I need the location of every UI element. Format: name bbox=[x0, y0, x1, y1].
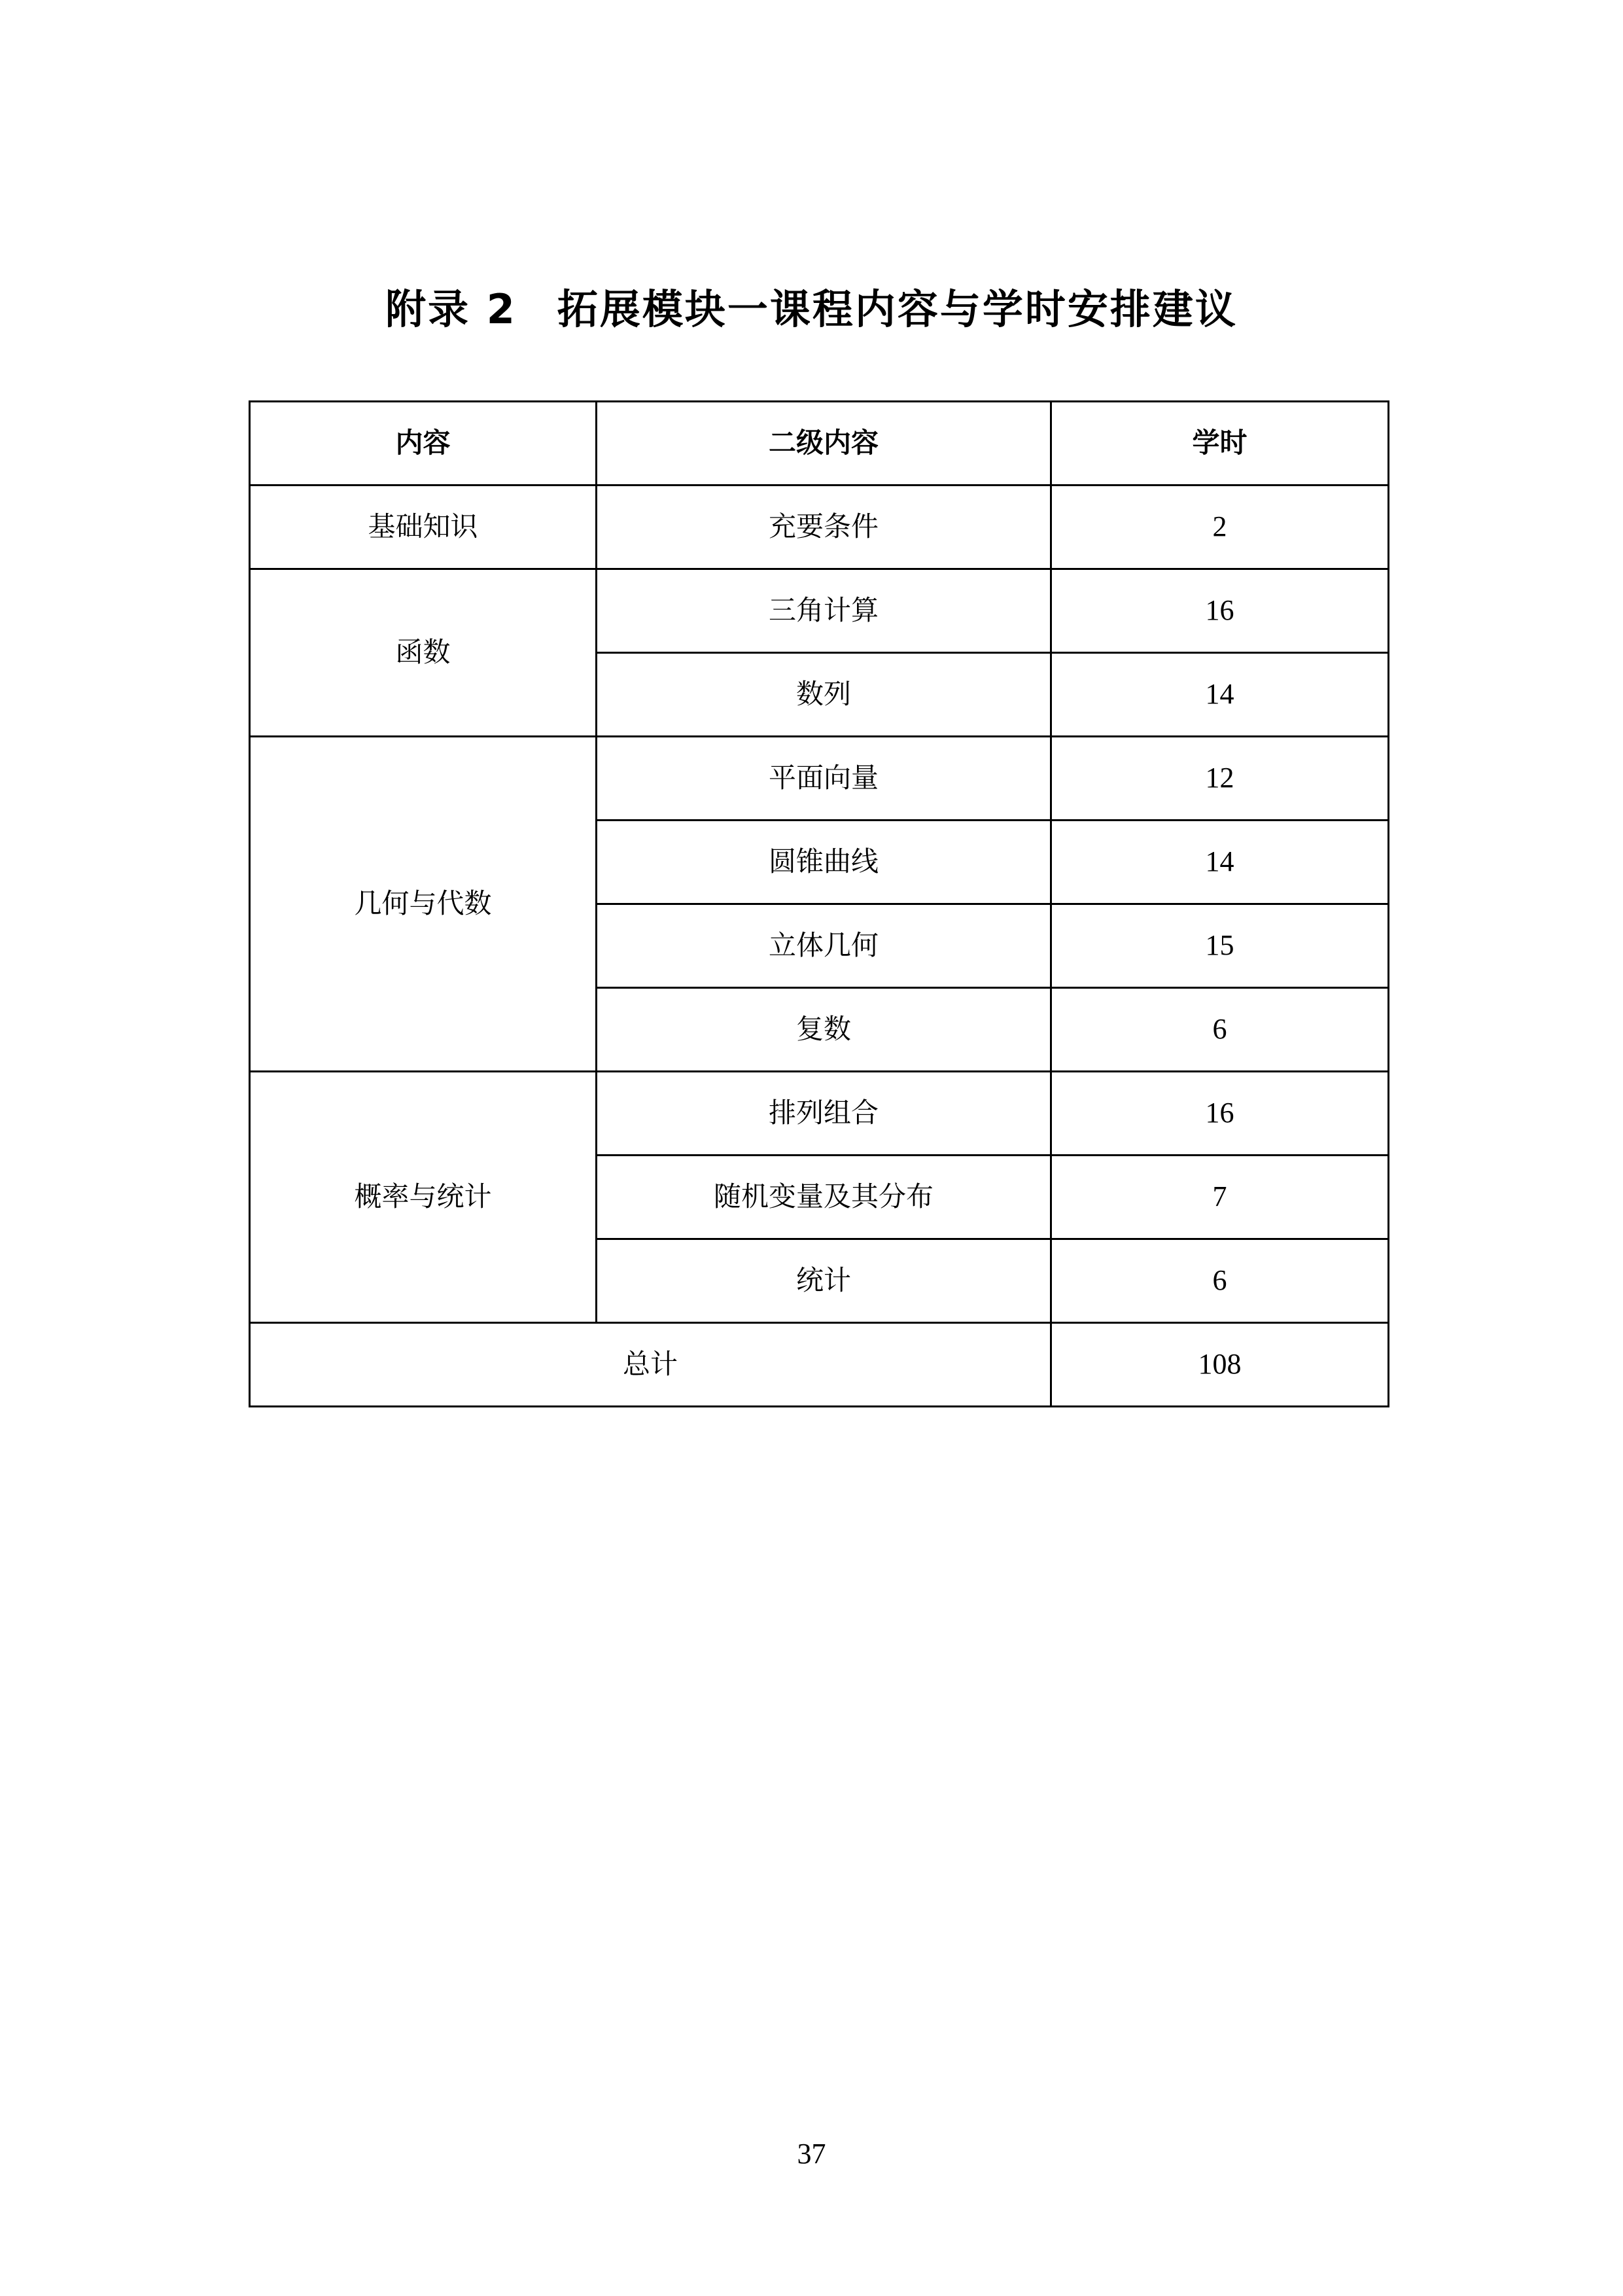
appendix-title: 拓展模块一课程内容与学时安排建议 bbox=[557, 285, 1238, 333]
page-title bbox=[0, 274, 1623, 345]
hours-cell: 14 bbox=[1051, 821, 1389, 904]
hours-cell: 6 bbox=[1051, 1239, 1389, 1323]
total-row bbox=[250, 1323, 1389, 1407]
table-row bbox=[250, 1072, 1389, 1156]
hours-cell: 16 bbox=[1051, 569, 1389, 653]
group-functions: 函数 bbox=[250, 569, 597, 737]
table-header-row bbox=[250, 402, 1389, 486]
total-hours: 108 bbox=[1051, 1323, 1389, 1407]
header-content: 内容 bbox=[250, 402, 597, 486]
group-basics: 基础知识 bbox=[250, 486, 597, 569]
total-label: 总计 bbox=[250, 1323, 1051, 1407]
sub-content-cell: 平面向量 bbox=[597, 737, 1051, 821]
sub-content-cell: 三角计算 bbox=[597, 569, 1051, 653]
sub-content-cell: 立体几何 bbox=[597, 904, 1051, 988]
group-probability-statistics: 概率与统计 bbox=[250, 1072, 597, 1323]
hours-cell: 14 bbox=[1051, 653, 1389, 737]
hours-cell: 6 bbox=[1051, 988, 1389, 1072]
header-hours: 学时 bbox=[1051, 402, 1389, 486]
sub-content-cell: 充要条件 bbox=[597, 486, 1051, 569]
sub-content-cell: 数列 bbox=[597, 653, 1051, 737]
table-row bbox=[250, 569, 1389, 653]
sub-content-cell: 排列组合 bbox=[597, 1072, 1051, 1156]
hours-cell: 2 bbox=[1051, 486, 1389, 569]
group-geometry-algebra: 几何与代数 bbox=[250, 737, 597, 1072]
sub-content-cell: 复数 bbox=[597, 988, 1051, 1072]
sub-content-cell: 圆锥曲线 bbox=[597, 821, 1051, 904]
hours-cell: 15 bbox=[1051, 904, 1389, 988]
page-number: 37 bbox=[797, 2138, 826, 2170]
course-hours-table bbox=[249, 400, 1389, 1407]
hours-cell: 16 bbox=[1051, 1072, 1389, 1156]
appendix-label: 附录 2 bbox=[385, 285, 517, 333]
hours-cell: 7 bbox=[1051, 1156, 1389, 1239]
table-row bbox=[250, 486, 1389, 569]
sub-content-cell: 随机变量及其分布 bbox=[597, 1156, 1051, 1239]
header-sub-content: 二级内容 bbox=[597, 402, 1051, 486]
hours-cell: 12 bbox=[1051, 737, 1389, 821]
sub-content-cell: 统计 bbox=[597, 1239, 1051, 1323]
table-row bbox=[250, 737, 1389, 821]
